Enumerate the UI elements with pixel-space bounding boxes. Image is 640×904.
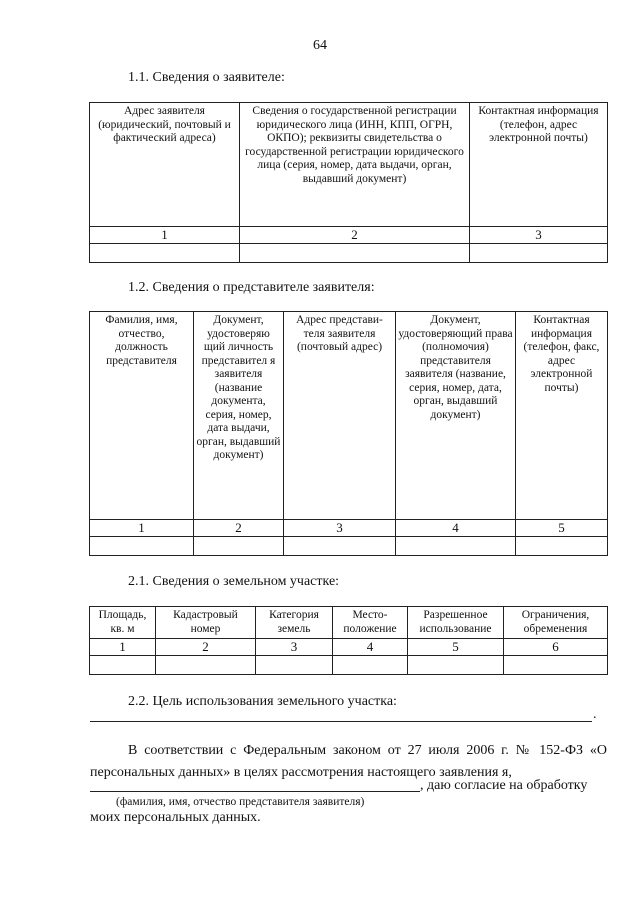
- column-number: 5: [516, 520, 608, 537]
- consent-after-blank: , даю согласие на обработку: [420, 778, 588, 793]
- header-representative-name: Фамилия, имя, отчество, должность представителя: [90, 312, 194, 520]
- empty-cell: [194, 537, 284, 556]
- column-number: 2: [156, 639, 256, 656]
- header-permitted-use: Разрешенное использование: [408, 607, 504, 639]
- section-1-1-title: 1.1. Сведения о заявителе:: [128, 70, 285, 85]
- header-representative-address: Адрес представи- теля заявителя (почтовый адрес): [284, 312, 396, 520]
- empty-cell: [90, 537, 194, 556]
- column-number: 2: [240, 227, 470, 244]
- header-representative-contact: Контактная информация (телефон, факс, адрес электронной почты): [516, 312, 608, 520]
- section-1-2-title: 1.2. Сведения о представителе заявителя:: [128, 280, 375, 295]
- column-number: 1: [90, 520, 194, 537]
- header-restrictions: Ограничения, обременения: [504, 607, 608, 639]
- header-area: Площадь, кв. м: [90, 607, 156, 639]
- empty-cell: [256, 656, 333, 675]
- header-location: Место- положение: [333, 607, 408, 639]
- consent-last-line: моих персональных данных.: [90, 810, 261, 825]
- empty-cell: [396, 537, 516, 556]
- header-registration-info: Сведения о государственной регистрации юридического лица (ИНН, КПП, ОГРН, ОКПО); реквизиты свидетельства о государственной регистрации юридического лица (серия, номер, дата выдачи, орган, выдавший документ): [240, 103, 470, 227]
- header-contact-info: Контактная информация (телефон, адрес электронной почты): [470, 103, 608, 227]
- empty-cell: [90, 656, 156, 675]
- section-2-1-title: 2.1. Сведения о земельном участке:: [128, 574, 340, 589]
- empty-cell: [90, 244, 240, 263]
- column-number: 4: [333, 639, 408, 656]
- applicant-table: [89, 102, 608, 263]
- empty-cell: [240, 244, 470, 263]
- representative-table: [89, 311, 608, 556]
- column-number: 2: [194, 520, 284, 537]
- column-number: 5: [408, 639, 504, 656]
- header-land-category: Категория земель: [256, 607, 333, 639]
- empty-cell: [156, 656, 256, 675]
- empty-cell: [333, 656, 408, 675]
- empty-cell: [516, 537, 608, 556]
- header-applicant-address: Адрес заявителя (юридический, почтовый и фактический адреса): [90, 103, 240, 227]
- name-caption: (фамилия, имя, отчество представителя заявителя): [116, 796, 365, 808]
- empty-cell: [284, 537, 396, 556]
- column-number: 1: [90, 227, 240, 244]
- section-2-2-title: 2.2. Цель использования земельного участка:: [128, 694, 397, 709]
- column-number: 3: [284, 520, 396, 537]
- column-number: 3: [470, 227, 608, 244]
- purpose-blank-line: [90, 707, 592, 722]
- consent-paragraph: В соответствии с Федеральным законом от 27 июля 2006 г. № 152-ФЗ «О персональных данных» в целях рассмотрения настоящего заявления я,: [90, 743, 607, 780]
- land-plot-table: [89, 606, 608, 675]
- purpose-line-end: .: [593, 707, 597, 722]
- header-cadastral-number: Кадастровый номер: [156, 607, 256, 639]
- column-number: 6: [504, 639, 608, 656]
- page-number: 64: [313, 38, 327, 53]
- empty-cell: [470, 244, 608, 263]
- column-number: 4: [396, 520, 516, 537]
- header-identity-document: Документ, удостоверяю щий личность представител я заявителя (название документа, серия, номер, дата выдачи, орган, выдавший документ): [194, 312, 284, 520]
- name-blank-line: [90, 777, 420, 792]
- header-authority-document: Документ, удостоверяющий права (полномочия) представителя заявителя (название, серия, номер, дата, орган, выдавший документ): [396, 312, 516, 520]
- column-number: 1: [90, 639, 156, 656]
- column-number: 3: [256, 639, 333, 656]
- empty-cell: [408, 656, 504, 675]
- empty-cell: [504, 656, 608, 675]
